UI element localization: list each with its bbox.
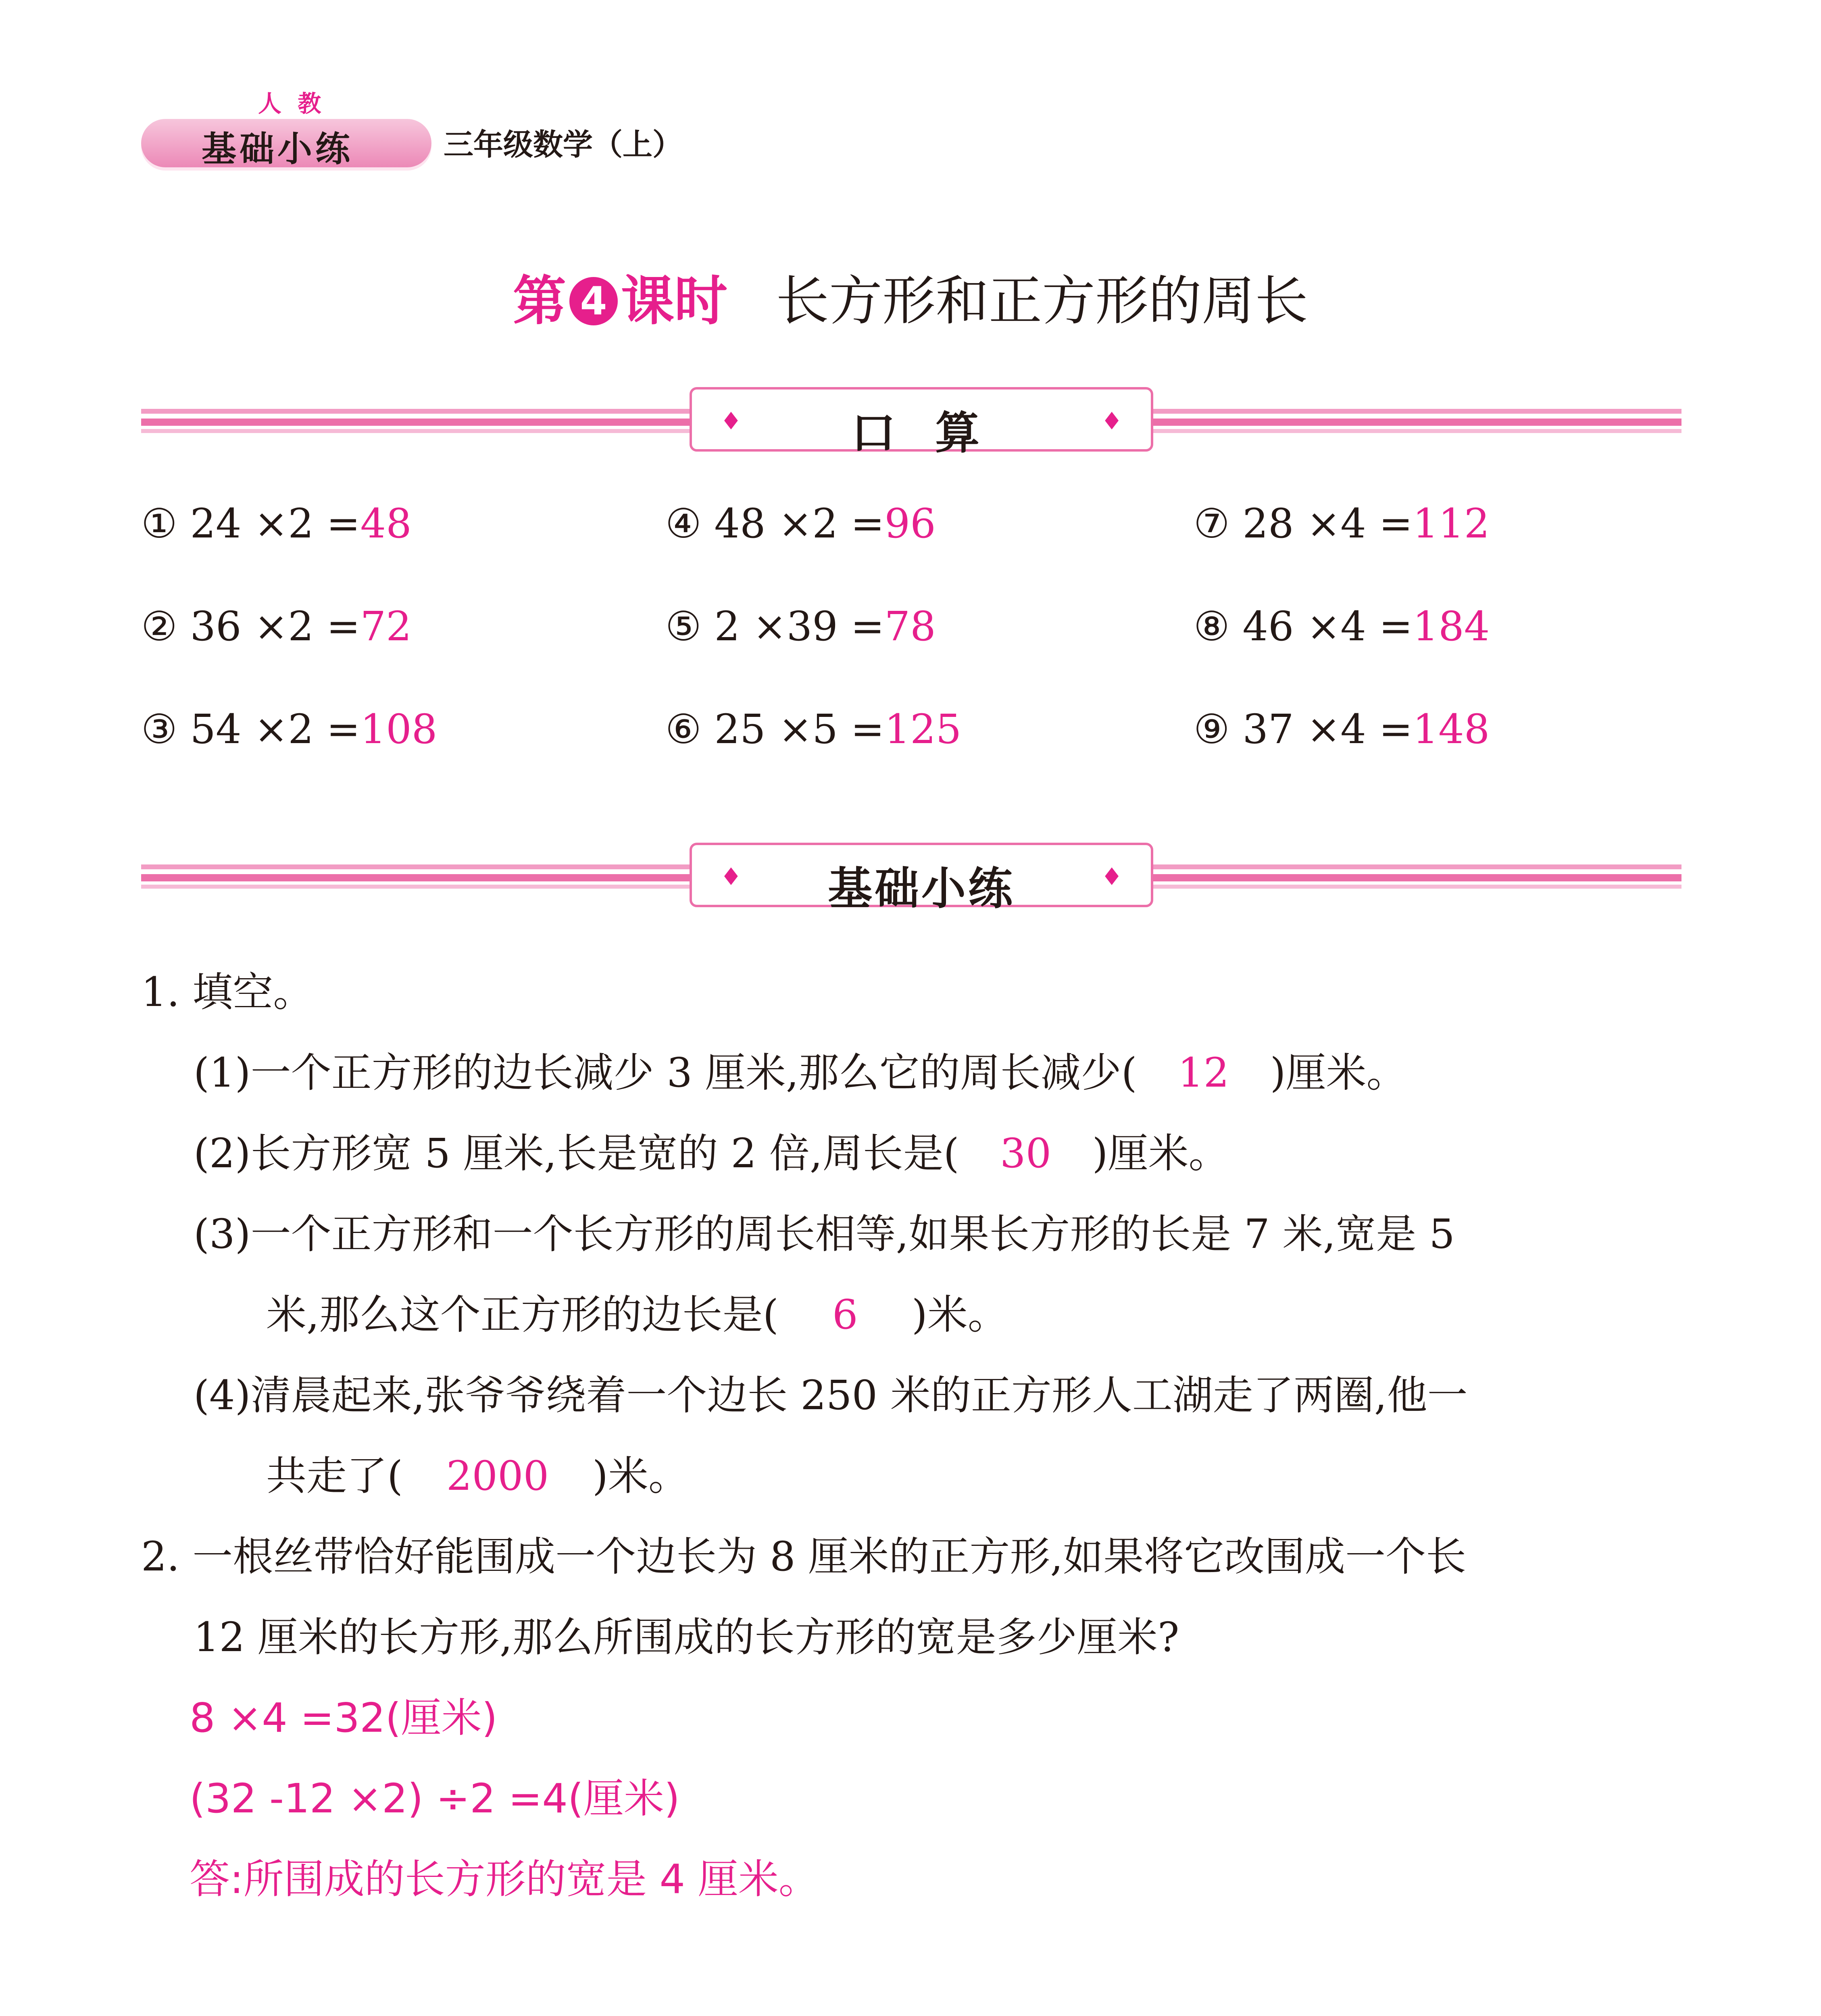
calc-question: ③ 54 ×2 = [141,706,360,753]
problem-1-item-1 [194,1040,1407,1098]
calc-question: ④ 48 ×2 = [665,500,885,547]
calc-answer: 148 [1413,706,1490,753]
lesson-name: 长方形和正方形的周长 [776,270,1308,332]
item-text: 共走了( [266,1452,403,1500]
oral-calc-item [141,603,412,650]
badge-title: 基础小练 [202,129,353,169]
item-text: )厘米。 [1270,1049,1407,1096]
problem-2-line1: 2. 一根丝带恰好能围成一个边长为 8 厘米的正方形,如果将它改围成一个长 [141,1533,1467,1580]
diamond-icon: ♦ [720,407,742,435]
lesson-title [0,258,1821,335]
section-label-box [690,387,1153,459]
calc-answer: 48 [360,500,412,547]
lesson-number: 4 [569,277,618,325]
calc-question: ⑤ 2 ×39 = [665,603,885,650]
item-text: (2)长方形宽 5 厘米,长是宽的 2 倍,周长是( [194,1130,959,1177]
calc-question: ⑦ 28 ×4 = [1194,500,1413,547]
problem-1-item-4-line2 [266,1443,689,1502]
series-badge [141,81,431,173]
problem-1-item-3-line1: (3)一个正方形和一个长方形的周长相等,如果长方形的长是 7 米,宽是 5 [194,1210,1455,1258]
calc-answer: 78 [884,603,936,650]
calc-question: ⑥ 25 ×5 = [665,706,885,753]
calc-answer: 96 [884,500,936,547]
problem-2-line2: 12 厘米的长方形,那么所围成的长方形的宽是多少厘米? [194,1614,1179,1661]
problem-1-item-3-line2 [266,1282,1008,1340]
calc-answer: 184 [1413,603,1490,650]
oral-calc-item [1194,603,1490,650]
item-text: )厘米。 [1092,1130,1229,1177]
calc-question: ⑧ 46 ×4 = [1194,603,1413,650]
calc-answer: 72 [360,603,412,650]
oral-calc-item [665,706,961,753]
problem-2-step-1: 8 ×4 =32(厘米) [190,1694,498,1741]
calc-question: ② 36 ×2 = [141,603,360,650]
lesson-prefix: 第 [513,270,566,332]
problem-1-item-4-line1: (4)清晨起来,张爷爷绕着一个边长 250 米的正方形人工湖走了两圈,他一 [194,1372,1468,1419]
section-band-basic [141,843,1681,914]
section-label-box [690,843,1153,914]
calc-answer: 108 [360,706,438,753]
section-title-basic: 基础小练 [828,863,1015,914]
oral-calc-item [1194,706,1490,753]
item-text: )米。 [911,1291,1008,1338]
oral-calc-item [141,500,412,547]
calc-question: ⑨ 37 ×4 = [1194,706,1413,753]
blank-answer: 12 [1178,1049,1229,1096]
blank-answer: 2000 [446,1452,549,1500]
section-title-oral: 口 算 [851,407,992,459]
section-band-oral [141,387,1681,459]
problem-2-step-2: (32 -12 ×2) ÷2 =4(厘米) [190,1775,680,1822]
item-text: 米,那么这个正方形的边长是( [266,1291,779,1338]
diamond-icon: ♦ [1101,407,1123,435]
calc-answer: 125 [884,706,962,753]
diamond-icon: ♦ [1101,863,1123,891]
lesson-suffix: 课时 [621,270,727,332]
grade-label: 三年级数学（上） [444,127,682,162]
problem-2-answer: 答:所围成的长方形的宽是 4 厘米。 [190,1856,819,1903]
diamond-icon: ♦ [720,863,742,891]
oral-calc-item [665,500,936,547]
problem-1-title: 1. 填空。 [141,968,314,1016]
item-text: (1)一个正方形的边长减少 3 厘米,那么它的周长减少( [194,1049,1137,1096]
oral-calc-item [665,603,936,650]
blank-answer: 30 [1000,1130,1052,1177]
item-text: )米。 [592,1452,689,1500]
calc-answer: 112 [1413,500,1490,547]
calc-question: ① 24 ×2 = [141,500,360,547]
oral-calc-item [141,706,437,753]
blank-answer: 6 [832,1291,858,1338]
oral-calc-item [1194,500,1490,547]
problem-1-item-2 [194,1121,1229,1179]
badge-subtitle: 人 教 [258,90,325,117]
problem-3-line1 [141,2008,1310,2016]
